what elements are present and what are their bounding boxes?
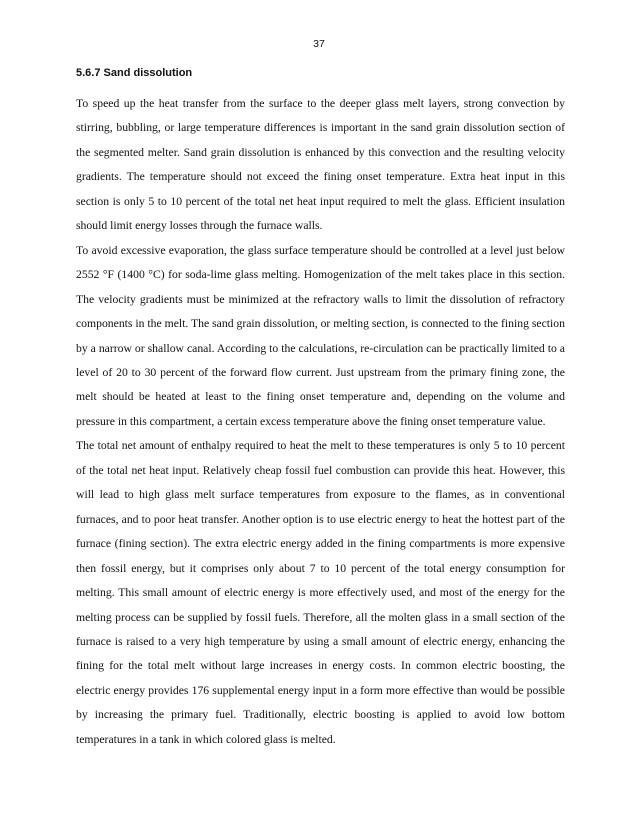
paragraph: To speed up the heat transfer from the surface to the deeper glass melt layers, strong convection by stirring, bubbling, or large temperature differences is important in the sand grain dissolution section of the segmented melter. Sand grain dissolution is enhanced by this convection and the resulting velocity gradients. The temperature should not exceed the fining onset temperature. Extra heat input in this section is only 5 to 10 percent of the total net heat input required to melt the glass. Efficient insulation should limit energy losses through the furnace walls. bbox=[76, 97, 565, 233]
section-heading: 5.6.7 Sand dissolution bbox=[76, 67, 193, 79]
section-body bbox=[76, 92, 565, 752]
paragraph: The total net amount of enthalpy required to heat the melt to these temperatures is only 5 to 10 percent of the total net heat input. Relatively cheap fossil fuel combustion can provide this heat. However, this will lead to high glass melt surface temperatures from exposure to the flames, as in conventional furnaces, and to poor heat transfer. Another option is to use electric energy to heat the hottest part of the furnace (fining section). The extra electric energy added in the fining compartments is more expensive then fossil energy, but it comprises only about 7 to 10 percent of the total energy consumption for melting. This small amount of electric energy is more effectively used, and most of the energy for the melting process can be supplied by fossil fuels. Therefore, all the molten glass in a small section of the furnace is raised to a very high temperature by using a small amount of electric energy, enhancing the fining for the total melt without large increases in energy costs. In common electric boosting, the electric energy provides 176 supplemental energy input in a form more effective than would be possible by increasing the primary fuel. Traditionally, electric boosting is applied to avoid low bottom temperatures in a tank in which colored glass is melted. bbox=[76, 439, 565, 746]
page-number: 37 bbox=[313, 38, 325, 50]
paragraph: To avoid excessive evaporation, the glass surface temperature should be controlled at a level just below 2552 °F (1400 °C) for soda-lime glass melting. Homogenization of the melt takes place in this section. The velocity gradients must be minimized at the refractory walls to limit the dissolution of refractory components in the melt. The sand grain dissolution, or melting section, is connected to the fining section by a narrow or shallow canal. According to the calculations, re-circulation can be practically limited to a level of 20 to 30 percent of the forward flow current. Just upstream from the primary fining zone, the melt should be heated at least to the fining onset temperature and, depending on the volume and pressure in this compartment, a certain excess temperature above the fining onset temperature value. bbox=[76, 243, 565, 428]
